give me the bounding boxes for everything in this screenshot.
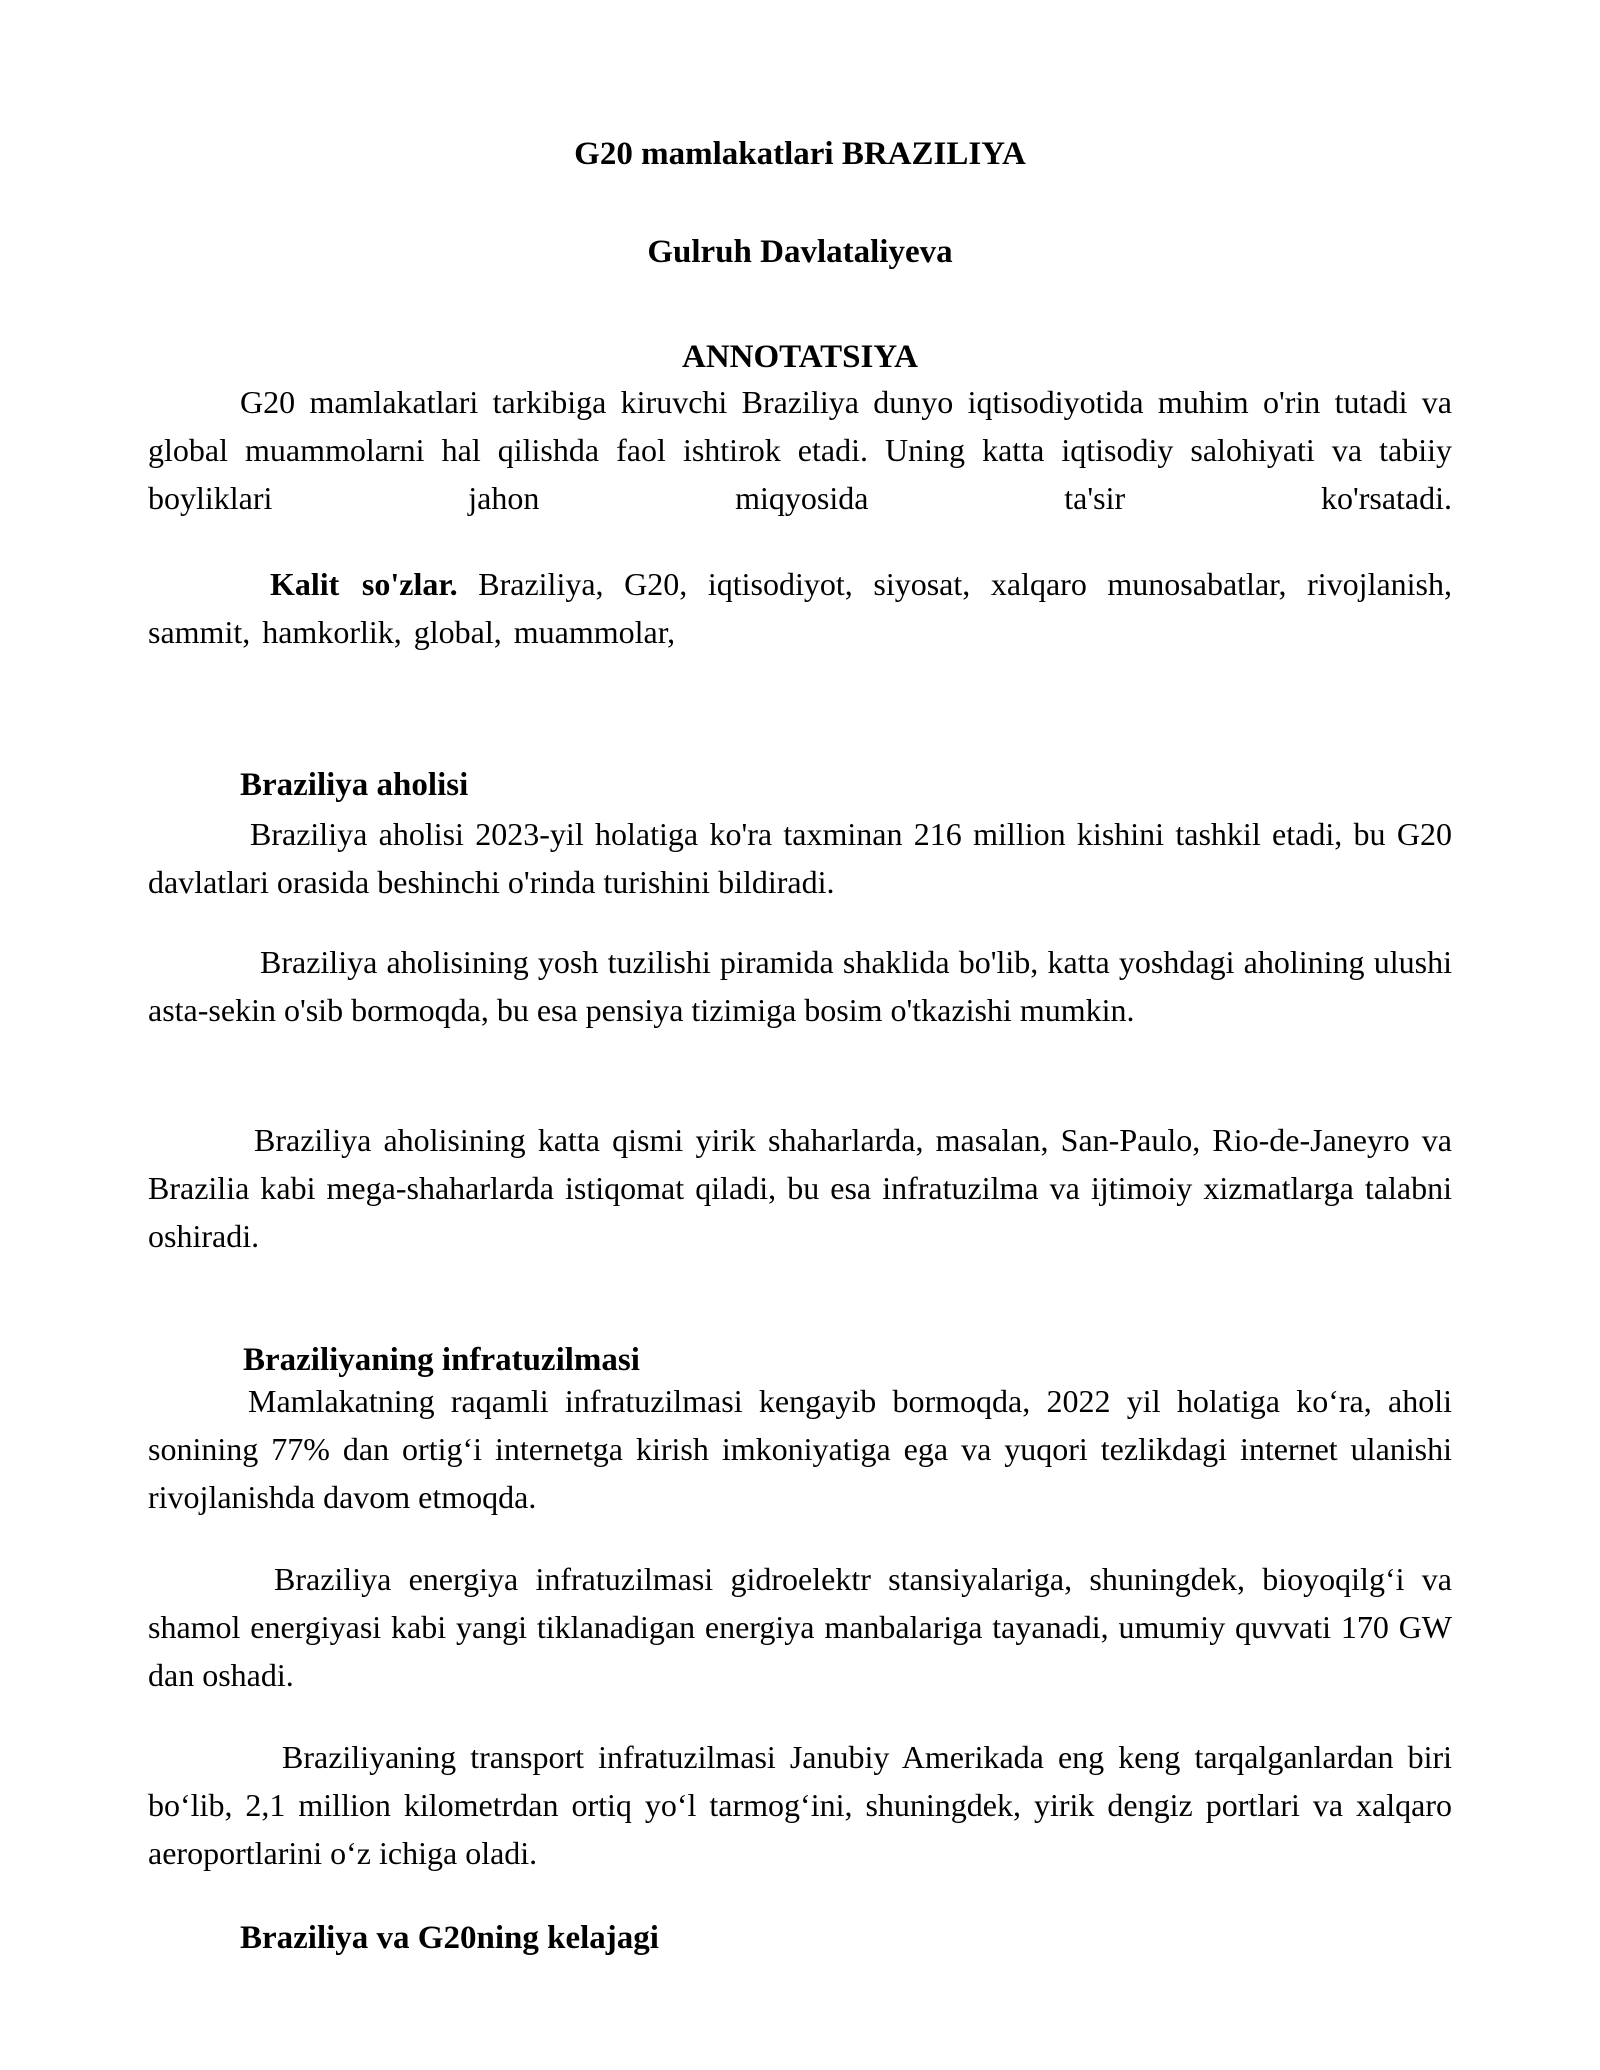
keywords-text: Braziliya, G20, iqtisodiyot, siyosat, xalqaro munosabatlar, rivojlanish, sammit, hamkorlik, global, muammolar, — [148, 566, 1453, 650]
keywords-paragraph — [148, 560, 1452, 656]
abstract-heading: ANNOTATSIYA — [682, 339, 918, 375]
section-heading-population: Braziliya aholisi — [240, 767, 469, 803]
keywords-label: Kalit so'zlar. — [270, 566, 458, 602]
infrastructure-paragraph-2: Braziliya energiya infratuzilmasi gidroelektr stansiyalariga, shuningdek, bioyoqilg‘i va shamol energiyasi kabi yangi tiklanadigan energiya manbalariga tayanadi, umumiy quvvati 170 GW dan oshadi. — [148, 1561, 1452, 1693]
population-paragraph-2: Braziliya aholisining yosh tuzilishi piramida shaklida bo'lib, katta yoshdagi aholining ulushi asta-sekin o'sib bormoqda, bu esa pensiya tizimiga bosim o'tkazishi mumkin. — [148, 944, 1452, 1028]
section-heading-future: Braziliya va G20ning kelajagi — [240, 1920, 659, 1956]
population-paragraph-1: Braziliya aholisi 2023-yil holatiga ko'ra taxminan 216 million kishini tashkil etadi, bu G20 davlatlari orasida beshinchi o'rinda turishini bildiradi. — [148, 816, 1452, 900]
document-title: G20 mamlakatlari BRAZILIYA — [574, 136, 1026, 172]
abstract-text: G20 mamlakatlari tarkibiga kiruvchi Braziliya dunyo iqtisodiyotida muhim o'rin tutadi va global muammolarni hal qilishda faol ishtirok etadi. Uning katta iqtisodiy salohiyati va tabiiy boyliklari jahon miqyosida ta'sir ko'rsatadi. — [148, 384, 1452, 516]
infrastructure-paragraph-3: Braziliyaning transport infratuzilmasi Janubiy Amerikada eng keng tarqalganlardan biri bo‘lib, 2,1 million kilometrdan ortiq yo‘l tarmog‘ini, shuningdek, yirik dengiz portlari va xalqaro aeroportlarini o‘z ichiga oladi. — [148, 1739, 1452, 1871]
population-paragraph-3: Braziliya aholisining katta qismi yirik shaharlarda, masalan, San-Paulo, Rio-de-Janeyro va Brazilia kabi mega-shaharlarda istiqomat qiladi, bu esa infratuzilma va ijtimoiy xizmatlarga talabni oshiradi. — [148, 1122, 1452, 1254]
section-heading-infrastructure: Braziliyaning infratuzilmasi — [243, 1342, 640, 1378]
author-name: Gulruh Davlataliyeva — [647, 234, 953, 270]
infrastructure-paragraph-1: Mamlakatning raqamli infratuzilmasi kengayib bormoqda, 2022 yil holatiga ko‘ra, aholi sonining 77% dan ortig‘i internetga kirish imkoniyatiga ega va yuqori tezlikdagi internet ulanishi rivojlanishda davom etmoqda. — [148, 1383, 1452, 1515]
